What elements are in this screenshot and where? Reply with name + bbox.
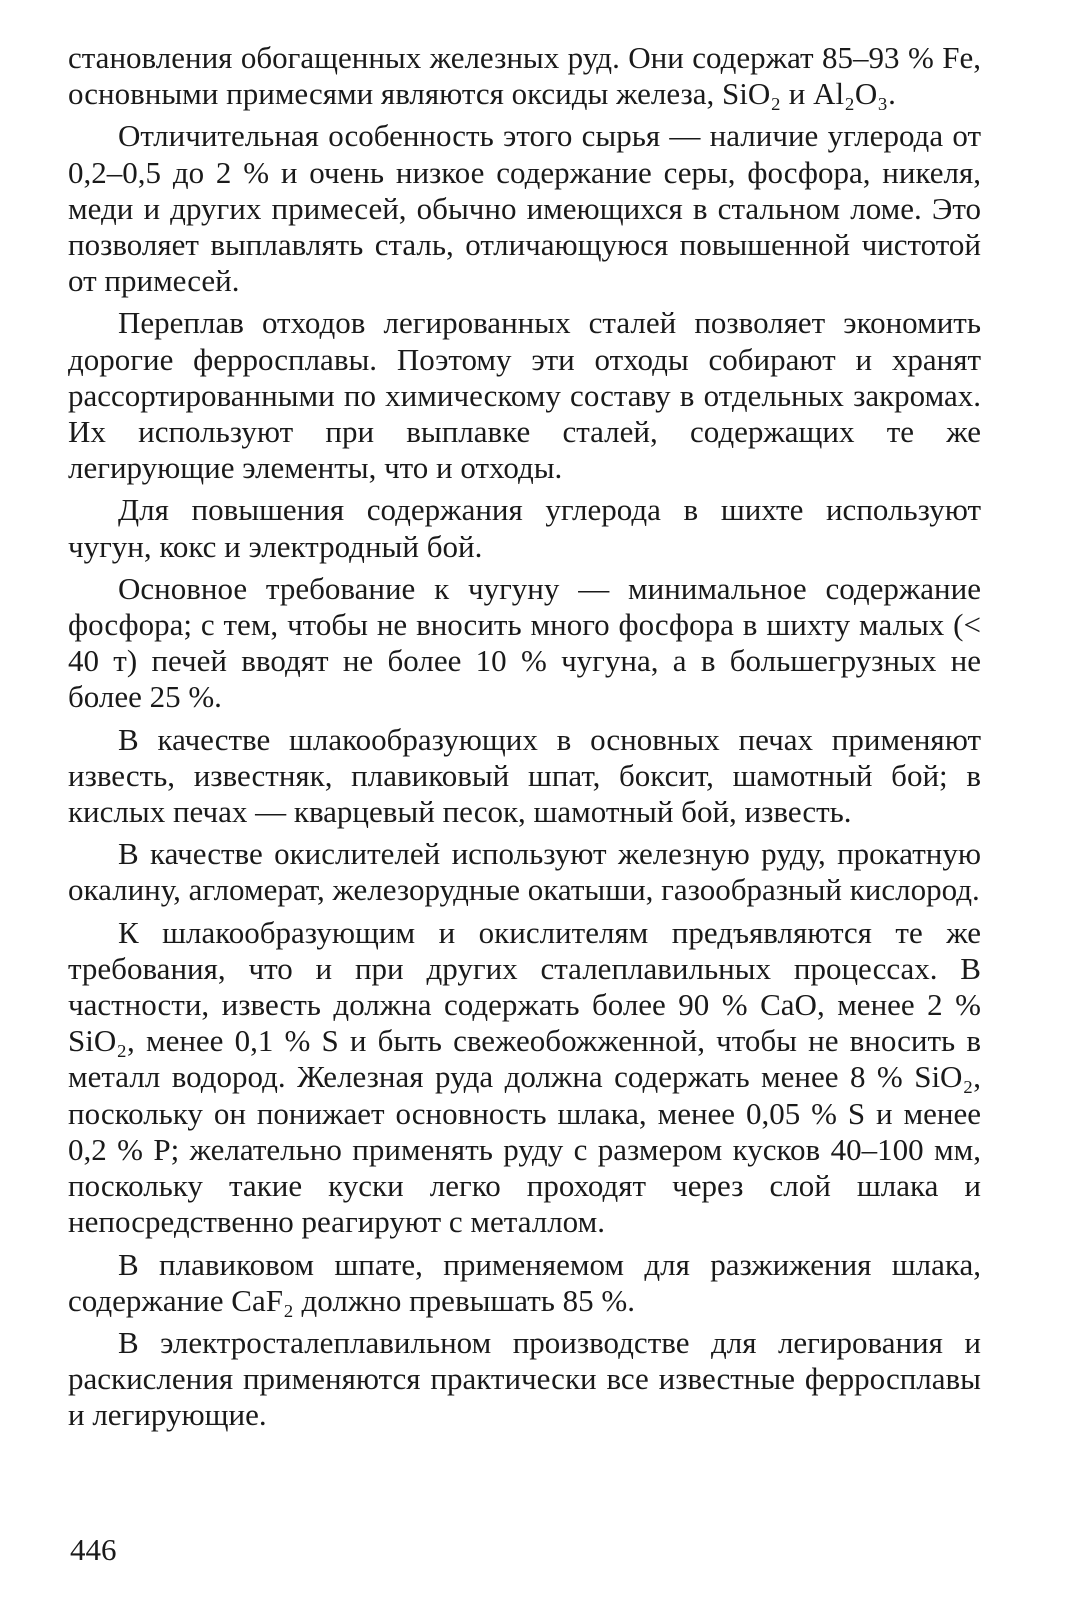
paragraph: становления обогащенных железных руд. Они содержат 85–93 % Fe, основными примесями являются оксиды железа, SiO₂ и Al₂O₃.	[68, 40, 981, 112]
paragraph: В качестве шлакообразующих в основных печах применяют известь, известняк, плавиковый шпат, боксит, шамотный бой; в кислых печах — кварцевый песок, шамотный бой, известь.	[68, 721, 981, 830]
paragraph: Для повышения содержания углерода в шихте используют чугун, кокс и электродный бой.	[68, 492, 981, 564]
paragraph: К шлакообразующим и окислителям предъявляются те же требования, что и при других сталеплавильных процессах. В частности, известь должна содержать более 90 % CaO, менее 2 % SiO₂, менее 0,1 % S и быть свежеобожженной, чтобы не вносить в металл водород. Железная руда должна содержать менее 8 % SiO₂, поскольку он понижает основность шлака, менее 0,05 % S и менее 0,2 % P; желательно применять руду с размером кусков 40–100 мм, поскольку такие куски легко проходят через слой шлака и непосредственно реагируют с металлом.	[68, 914, 981, 1240]
page-body	[68, 40, 981, 1440]
paragraph: В электросталеплавильном производстве для легирования и раскисления применяются практически все известные ферросплавы и легирующие.	[68, 1324, 981, 1433]
paragraph: В качестве окислителей используют железную руду, прокатную окалину, агломерат, железорудные окатыши, газообразный кислород.	[68, 836, 981, 908]
paragraph: Переплав отходов легированных сталей позволяет экономить дорогие ферросплавы. Поэтому эти отходы собирают и хранят рассортированными по химическому составу в отдельных закромах. Их используют при выплавке сталей, содержащих те же легирующие элементы, что и отходы.	[68, 305, 981, 486]
paragraph: Основное требование к чугуну — минимальное содержание фосфора; с тем, чтобы не вносить много фосфора в шихту малых (< 40 т) печей вводят не более 10 % чугуна, а в большегрузных не более 25 %.	[68, 570, 981, 715]
paragraph: В плавиковом шпате, применяемом для разжижения шлака, содержание CaF₂ должно превышать 85 %.	[68, 1246, 981, 1318]
page-number: 446	[70, 1532, 117, 1567]
paragraph: Отличительная особенность этого сырья — наличие углерода от 0,2–0,5 до 2 % и очень низкое содержание серы, фосфора, никеля, меди и других примесей, обычно имеющихся в стальном ломе. Это позволяет выплавлять сталь, отличающуюся повышенной чистотой от примесей.	[68, 118, 981, 299]
